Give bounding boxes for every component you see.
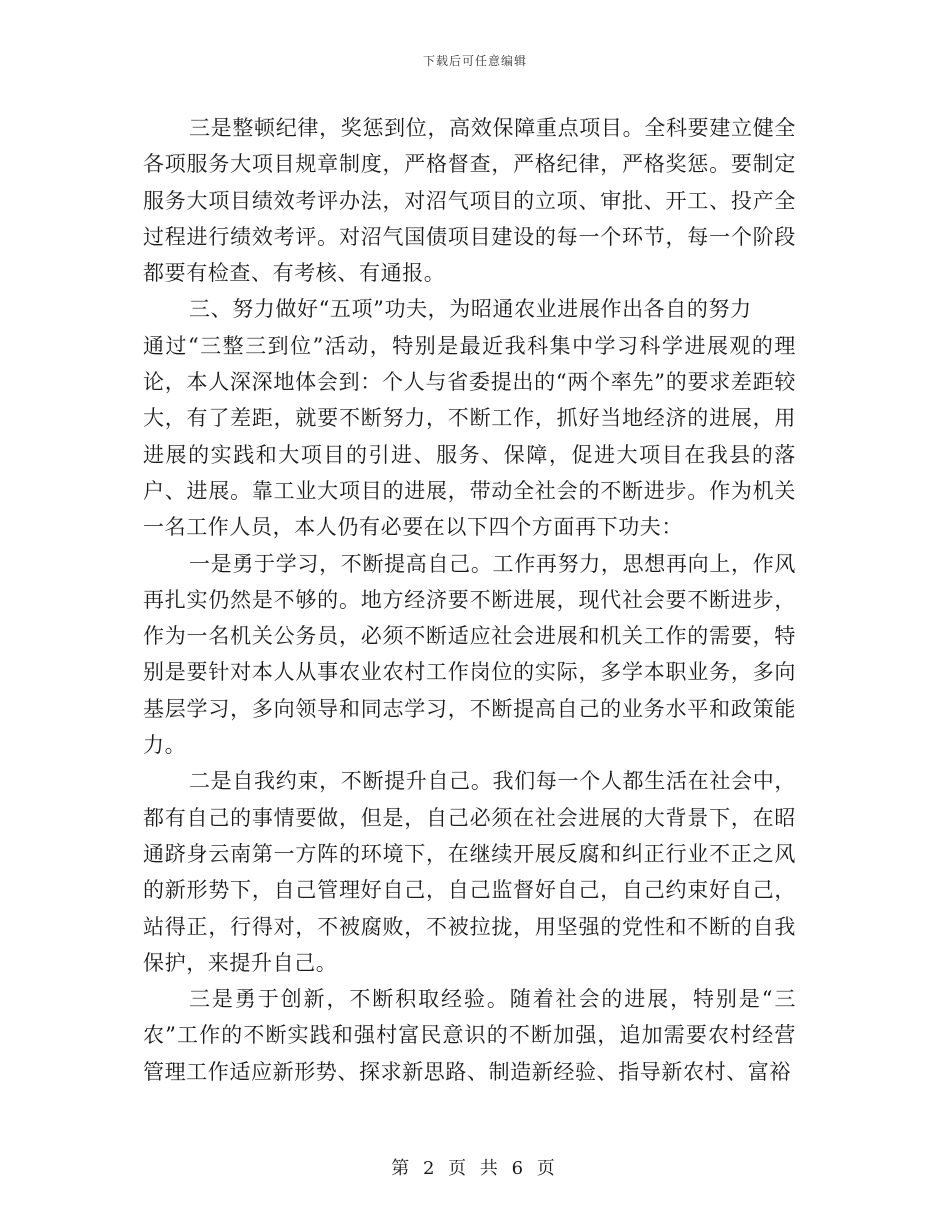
- paragraph-learning: 一是勇于学习，不断提高自己。工作再努力，思想再向上，作风再扎实仍然是不够的。地方经济要不断进展，现代社会要不断进步，作为一名机关公务员，必须不断适应社会进展和机关工作的需要，特别是要针对本人从事农业农村工作岗位的实际，多学本职业务，多向基层学习，多向领导和同志学习，不断提高自己的业务水平和政策能力。: [143, 551, 796, 758]
- paragraph-discipline: 三是整顿纪律，奖惩到位，高效保障重点项目。全科要建立健全各项服务大项目规章制度，严格督查，严格纪律，严格奖惩。要制定服务大项目绩效考评办法，对沼气项目的立项、审批、开工、投产全过程进行绩效考评。对沼气国债项目建设的每一个环节，每一个阶段都要有检查、有考核、有通报。: [143, 116, 796, 286]
- paragraph-innovation: 三是勇于创新，不断积取经验。随着社会的进展，特别是“三农”工作的不断实践和强村富民意识的不断加强，追加需要农村经营管理工作适应新形势、探求新思路、制造新经验、指导新农村、富裕: [143, 987, 796, 1084]
- page-number-footer: 第 2 页 共 6 页: [391, 1158, 559, 1179]
- paragraph-self-discipline: 二是自我约束，不断提升自己。我们每一个人都生活在社会中，都有自己的事情要做，但是，自己必须在社会进展的大背景下，在昭通跻身云南第一方阵的环境下，在继续开展反腐和纠正行业不正之风的新形势下，自己管理好自己，自己监督好自己，自己约束好自己，站得正，行得对，不被腐败，不被拉拢，用坚强的党性和不断的自我保护，来提升自己。: [143, 769, 796, 975]
- section-heading-three: 三、努力做好“五项”功夫，为昭通农业进展作出各自的努力: [189, 297, 752, 322]
- document-body: [143, 110, 796, 1090]
- page-header: 下载后可任意编辑: [422, 54, 527, 68]
- paragraph-reflection: 通过“三整三到位”活动，特别是最近我科集中学习科学进展观的理论，本人深深地体会到：个人与省委提出的“两个率先”的要求差距较大，有了差距，就要不断努力，不断工作，抓好当地经济的进展，用进展的实践和大项目的引进、服务、保障，促进大项目在我县的落户、进展。靠工业大项目的进展，带动全社会的不断进步。作为机关一名工作人员，本人仍有必要在以下四个方面再下功夫：: [143, 333, 796, 540]
